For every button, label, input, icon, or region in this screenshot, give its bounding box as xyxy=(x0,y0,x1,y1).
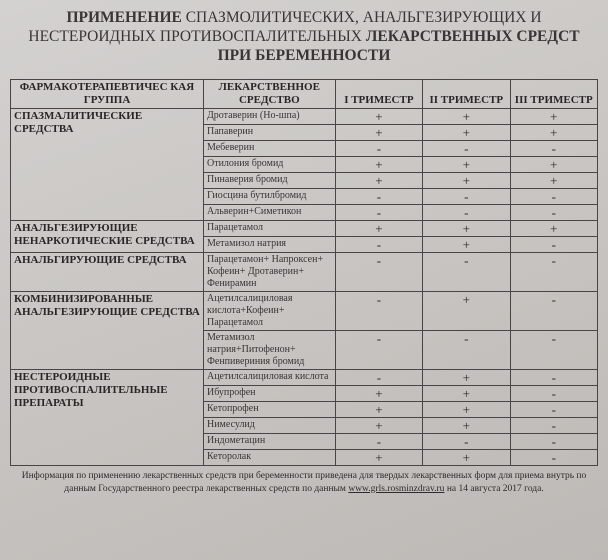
trimester-3-mark: - xyxy=(510,370,597,386)
trimester-2-mark: - xyxy=(423,189,510,205)
trimester-3-mark: - xyxy=(510,292,597,331)
group-cell: НЕСТЕРОИДНЫЕ ПРОТИВОСПАЛИТЕЛЬНЫЕ ПРЕПАРАТЫ xyxy=(11,370,204,466)
title-bold-start: ПРИМЕНЕНИЕ xyxy=(66,9,182,26)
trimester-2-mark: + xyxy=(423,418,510,434)
trimester-3-mark: - xyxy=(510,205,597,221)
trimester-3-mark: - xyxy=(510,434,597,450)
drug-cell: Нимесулид xyxy=(203,418,335,434)
trimester-1-mark: + xyxy=(335,157,422,173)
drug-cell: Мебеверин xyxy=(203,141,335,157)
drug-cell: Ацетилсалициловая кислота+Кофеин+ Парацетамол xyxy=(203,292,335,331)
source-link[interactable]: www.grls.rosminzdrav.ru xyxy=(348,484,445,494)
table-row xyxy=(11,292,598,331)
drug-cell: Дротаверин (Но-шпа) xyxy=(203,109,335,125)
trimester-2-mark: + xyxy=(423,292,510,331)
drug-cell: Альверин+Симетикон xyxy=(203,205,335,221)
trimester-1-mark: - xyxy=(335,141,422,157)
trimester-1-mark: + xyxy=(335,109,422,125)
footnote xyxy=(10,470,598,496)
trimester-2-mark: + xyxy=(423,450,510,466)
trimester-3-mark: + xyxy=(510,157,597,173)
trimester-1-mark: + xyxy=(335,402,422,418)
trimester-2-mark: + xyxy=(423,370,510,386)
trimester-1-mark: - xyxy=(335,370,422,386)
trimester-2-mark: + xyxy=(423,386,510,402)
drug-cell: Папаверин xyxy=(203,125,335,141)
trimester-2-mark: + xyxy=(423,221,510,237)
trimester-2-mark: + xyxy=(423,157,510,173)
trimester-2-mark: + xyxy=(423,173,510,189)
table-row xyxy=(11,221,598,237)
drug-cell: Метамизол натрия xyxy=(203,237,335,253)
drug-cell: Индометацин xyxy=(203,434,335,450)
trimester-3-mark: - xyxy=(510,450,597,466)
trimester-3-mark: - xyxy=(510,386,597,402)
drug-cell: Кетопрофен xyxy=(203,402,335,418)
trimester-2-mark: + xyxy=(423,125,510,141)
trimester-3-mark: - xyxy=(510,141,597,157)
trimester-3-mark: - xyxy=(510,237,597,253)
trimester-3-mark: + xyxy=(510,125,597,141)
header-row xyxy=(11,80,598,109)
trimester-1-mark: - xyxy=(335,331,422,370)
trimester-3-mark: - xyxy=(510,331,597,370)
drug-pregnancy-table xyxy=(10,79,598,466)
trimester-1-mark: - xyxy=(335,434,422,450)
trimester-1-mark: - xyxy=(335,237,422,253)
group-cell: АНАЛЬГЕЗИРУЮЩИЕ НЕНАРКОТИЧЕСКИЕ СРЕДСТВА xyxy=(11,221,204,253)
trimester-2-mark: - xyxy=(423,434,510,450)
trimester-3-mark: + xyxy=(510,109,597,125)
footnote-text: Информация по применению лекарственных средств при беременности приведена для твердых лекарственных форм для приема внутрь по данным Государственного реестра лекарственных средств по данным xyxy=(21,471,587,494)
trimester-2-mark: + xyxy=(423,237,510,253)
drug-cell: Метамизол натрия+Питофенон+ Фенпивериния бромид xyxy=(203,331,335,370)
trimester-3-mark: - xyxy=(510,189,597,205)
title-middle: СПАЗМОЛИТИЧЕСКИХ, АНАЛЬГЕЗИРУЮЩИХ И НЕСТЕРОИДНЫХ ПРОТИВОСПАЛИТЕЛЬНЫХ xyxy=(28,9,542,45)
drug-cell: Пинаверия бромид xyxy=(203,173,335,189)
table-row xyxy=(11,370,598,386)
drug-cell: Ацетилсалициловая кислота xyxy=(203,370,335,386)
trimester-3-mark: + xyxy=(510,173,597,189)
trimester-1-mark: + xyxy=(335,386,422,402)
drug-cell: Парацетамол xyxy=(203,221,335,237)
trimester-1-mark: - xyxy=(335,205,422,221)
table-body xyxy=(11,109,598,466)
header-drug: ЛЕКАРСТВЕННОЕ СРЕДСТВО xyxy=(203,80,335,109)
trimester-1-mark: + xyxy=(335,221,422,237)
trimester-2-mark: + xyxy=(423,402,510,418)
drug-cell: Кеторолак xyxy=(203,450,335,466)
drug-cell: Гиосцина бутилбромид xyxy=(203,189,335,205)
trimester-3-mark: - xyxy=(510,418,597,434)
title-bold-end: ЛЕКАРСТВЕННЫХ СРЕДСТ ПРИ БЕРЕМЕННОСТИ xyxy=(217,28,580,64)
trimester-1-mark: + xyxy=(335,125,422,141)
document-title xyxy=(10,8,598,65)
header-trimester-3: III ТРИМЕСТР xyxy=(510,80,597,109)
trimester-2-mark: - xyxy=(423,205,510,221)
trimester-2-mark: + xyxy=(423,109,510,125)
group-cell: КОМБИНИЗИРОВАННЫЕ АНАЛЬГЕЗИРУЮЩИЕ СРЕДСТВА xyxy=(11,292,204,370)
table-row xyxy=(11,253,598,292)
trimester-2-mark: - xyxy=(423,141,510,157)
drug-cell: Отилония бромид xyxy=(203,157,335,173)
trimester-1-mark: + xyxy=(335,418,422,434)
header-group: ФАРМАКОТЕРАПЕВТИЧЕС КАЯ ГРУППА xyxy=(11,80,204,109)
table-row xyxy=(11,109,598,125)
trimester-1-mark: + xyxy=(335,450,422,466)
trimester-1-mark: - xyxy=(335,189,422,205)
group-cell: СПАЗМАЛИТИЧЕСКИЕ СРЕДСТВА xyxy=(11,109,204,221)
trimester-1-mark: - xyxy=(335,292,422,331)
drug-cell: Парацетамон+ Напроксен+ Кофеин+ Дротаверин+ Фенирамин xyxy=(203,253,335,292)
header-trimester-2: II ТРИМЕСТР xyxy=(423,80,510,109)
trimester-2-mark: - xyxy=(423,253,510,292)
footnote-date: на 14 августа 2017 года. xyxy=(444,484,544,494)
drug-cell: Ибупрофен xyxy=(203,386,335,402)
trimester-3-mark: - xyxy=(510,253,597,292)
trimester-1-mark: - xyxy=(335,253,422,292)
trimester-3-mark: + xyxy=(510,221,597,237)
header-trimester-1: I ТРИМЕСТР xyxy=(335,80,422,109)
trimester-2-mark: - xyxy=(423,331,510,370)
group-cell: АНАЛЬГИРУЮЩИЕ СРЕДСТВА xyxy=(11,253,204,292)
trimester-1-mark: + xyxy=(335,173,422,189)
trimester-3-mark: - xyxy=(510,402,597,418)
